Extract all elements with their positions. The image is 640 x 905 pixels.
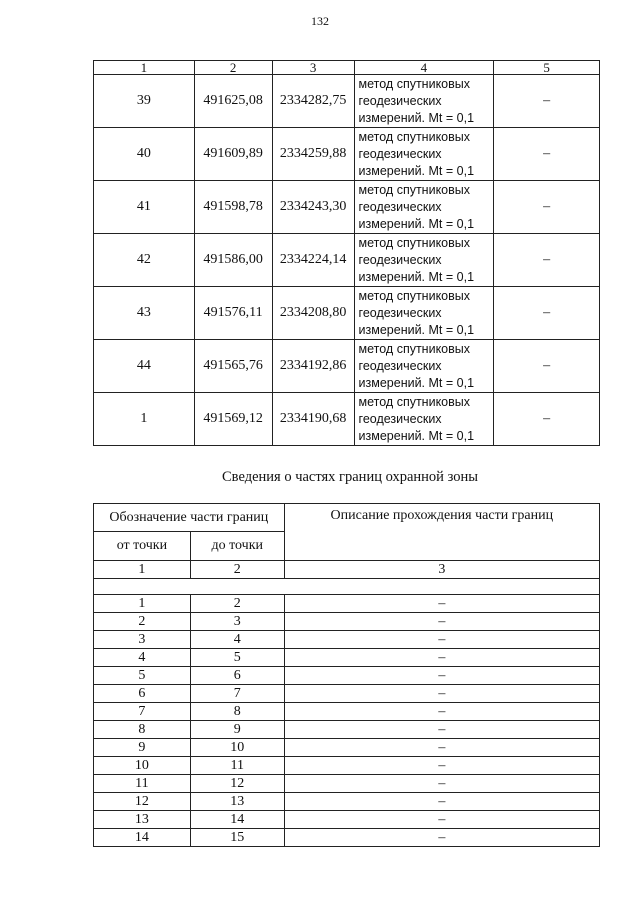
note-cell: –: [494, 181, 600, 234]
part-description: –: [284, 775, 599, 793]
column-number: 2: [194, 61, 272, 75]
determination-method: [354, 75, 494, 128]
method-line: метод спутниковых: [358, 235, 471, 250]
part-description: –: [284, 739, 599, 757]
point-number: 39: [94, 75, 195, 128]
header-row: [94, 504, 600, 532]
part-description: –: [284, 685, 599, 703]
part-description: –: [284, 703, 599, 721]
method-line: метод спутниковых: [358, 341, 471, 356]
y-coordinate: 2334192,86: [272, 340, 354, 393]
x-coordinate: 491569,12: [194, 393, 272, 446]
method-line: геодезических: [358, 252, 442, 267]
to-point: 2: [190, 595, 284, 613]
x-coordinate: 491609,89: [194, 128, 272, 181]
method-line: измерений. Mt = 0,1: [358, 216, 475, 231]
method-line: метод спутниковых: [358, 129, 471, 144]
column-number-row: [94, 61, 600, 75]
method-line: геодезических: [358, 305, 442, 320]
column-number-row: [94, 561, 600, 579]
coordinate-row: [94, 393, 600, 446]
part-description: –: [284, 829, 599, 847]
x-coordinate: 491565,76: [194, 340, 272, 393]
method-line: измерений. Mt = 0,1: [358, 269, 475, 284]
from-point: 2: [94, 613, 191, 631]
boundary-part-row: [94, 703, 600, 721]
page-number: 132: [311, 14, 329, 28]
coordinate-row: [94, 75, 600, 128]
determination-method: [354, 340, 494, 393]
coordinate-row: [94, 181, 600, 234]
y-coordinate: 2334224,14: [272, 234, 354, 287]
method-line: измерений. Mt = 0,1: [358, 375, 475, 390]
method-line: измерений. Mt = 0,1: [358, 322, 475, 337]
method-line: метод спутниковых: [358, 76, 471, 91]
y-coordinate: 2334259,88: [272, 128, 354, 181]
determination-method: [354, 234, 494, 287]
method-line: метод спутниковых: [358, 394, 471, 409]
coordinate-row: [94, 287, 600, 340]
column-number: 1: [94, 61, 195, 75]
from-point: 7: [94, 703, 191, 721]
to-point: 10: [190, 739, 284, 757]
point-number: 1: [94, 393, 195, 446]
boundary-part-row: [94, 811, 600, 829]
from-point: 5: [94, 667, 191, 685]
blank-cell: [94, 579, 600, 595]
x-coordinate: 491586,00: [194, 234, 272, 287]
from-point: 1: [94, 595, 191, 613]
boundary-part-row: [94, 739, 600, 757]
column-number: 1: [94, 561, 191, 579]
description-header: Описание прохождения части границ: [284, 504, 599, 561]
section-title: Сведения о частях границ охранной зоны: [222, 469, 478, 485]
boundary-part-row: [94, 685, 600, 703]
part-description: –: [284, 721, 599, 739]
to-point: 13: [190, 793, 284, 811]
column-number: 5: [494, 61, 600, 75]
to-point: 5: [190, 649, 284, 667]
determination-method: [354, 393, 494, 446]
to-point: 3: [190, 613, 284, 631]
method-line: геодезических: [358, 411, 442, 426]
part-description: –: [284, 757, 599, 775]
note-cell: –: [494, 128, 600, 181]
from-point: 8: [94, 721, 191, 739]
column-number: 2: [190, 561, 284, 579]
note-cell: –: [494, 287, 600, 340]
x-coordinate: 491625,08: [194, 75, 272, 128]
y-coordinate: 2334208,80: [272, 287, 354, 340]
boundary-part-row: [94, 793, 600, 811]
to-point: 11: [190, 757, 284, 775]
column-number: 4: [354, 61, 494, 75]
method-line: геодезических: [358, 146, 442, 161]
part-description: –: [284, 649, 599, 667]
part-description: –: [284, 631, 599, 649]
to-point: 15: [190, 829, 284, 847]
to-point: 8: [190, 703, 284, 721]
boundary-parts-table: [93, 503, 600, 847]
from-point: 9: [94, 739, 191, 757]
point-number: 43: [94, 287, 195, 340]
column-number: 3: [284, 561, 599, 579]
to-point-header: до точки: [190, 532, 284, 561]
boundary-part-row: [94, 721, 600, 739]
x-coordinate: 491576,11: [194, 287, 272, 340]
note-cell: –: [494, 393, 600, 446]
from-point: 12: [94, 793, 191, 811]
y-coordinate: 2334282,75: [272, 75, 354, 128]
note-cell: –: [494, 340, 600, 393]
from-point: 14: [94, 829, 191, 847]
note-cell: –: [494, 75, 600, 128]
y-coordinate: 2334190,68: [272, 393, 354, 446]
method-line: метод спутниковых: [358, 288, 471, 303]
blank-row: [94, 579, 600, 595]
method-line: измерений. Mt = 0,1: [358, 110, 475, 125]
method-line: измерений. Mt = 0,1: [358, 428, 475, 443]
to-point: 14: [190, 811, 284, 829]
part-description: –: [284, 667, 599, 685]
from-point: 13: [94, 811, 191, 829]
method-line: метод спутниковых: [358, 182, 471, 197]
coordinate-row: [94, 340, 600, 393]
from-point: 4: [94, 649, 191, 667]
boundary-part-row: [94, 775, 600, 793]
boundary-part-row: [94, 613, 600, 631]
x-coordinate: 491598,78: [194, 181, 272, 234]
point-number: 41: [94, 181, 195, 234]
from-point: 6: [94, 685, 191, 703]
from-point: 3: [94, 631, 191, 649]
boundary-part-row: [94, 757, 600, 775]
column-number: 3: [272, 61, 354, 75]
to-point: 7: [190, 685, 284, 703]
part-description: –: [284, 613, 599, 631]
coordinates-table: [93, 60, 600, 446]
note-cell: –: [494, 234, 600, 287]
coordinate-row: [94, 128, 600, 181]
to-point: 9: [190, 721, 284, 739]
y-coordinate: 2334243,30: [272, 181, 354, 234]
method-line: измерений. Mt = 0,1: [358, 163, 475, 178]
from-point: 11: [94, 775, 191, 793]
to-point: 6: [190, 667, 284, 685]
from-point: 10: [94, 757, 191, 775]
determination-method: [354, 128, 494, 181]
method-line: геодезических: [358, 358, 442, 373]
point-number: 42: [94, 234, 195, 287]
boundary-part-row: [94, 649, 600, 667]
part-description: –: [284, 811, 599, 829]
method-line: геодезических: [358, 93, 442, 108]
boundary-part-row: [94, 667, 600, 685]
group-header: Обозначение части границ: [94, 504, 285, 532]
boundary-part-row: [94, 631, 600, 649]
point-number: 40: [94, 128, 195, 181]
part-description: –: [284, 793, 599, 811]
point-number: 44: [94, 340, 195, 393]
coordinate-row: [94, 234, 600, 287]
method-line: геодезических: [358, 199, 442, 214]
boundary-part-row: [94, 595, 600, 613]
determination-method: [354, 181, 494, 234]
to-point: 4: [190, 631, 284, 649]
part-description: –: [284, 595, 599, 613]
determination-method: [354, 287, 494, 340]
from-point-header: от точки: [94, 532, 191, 561]
to-point: 12: [190, 775, 284, 793]
boundary-part-row: [94, 829, 600, 847]
